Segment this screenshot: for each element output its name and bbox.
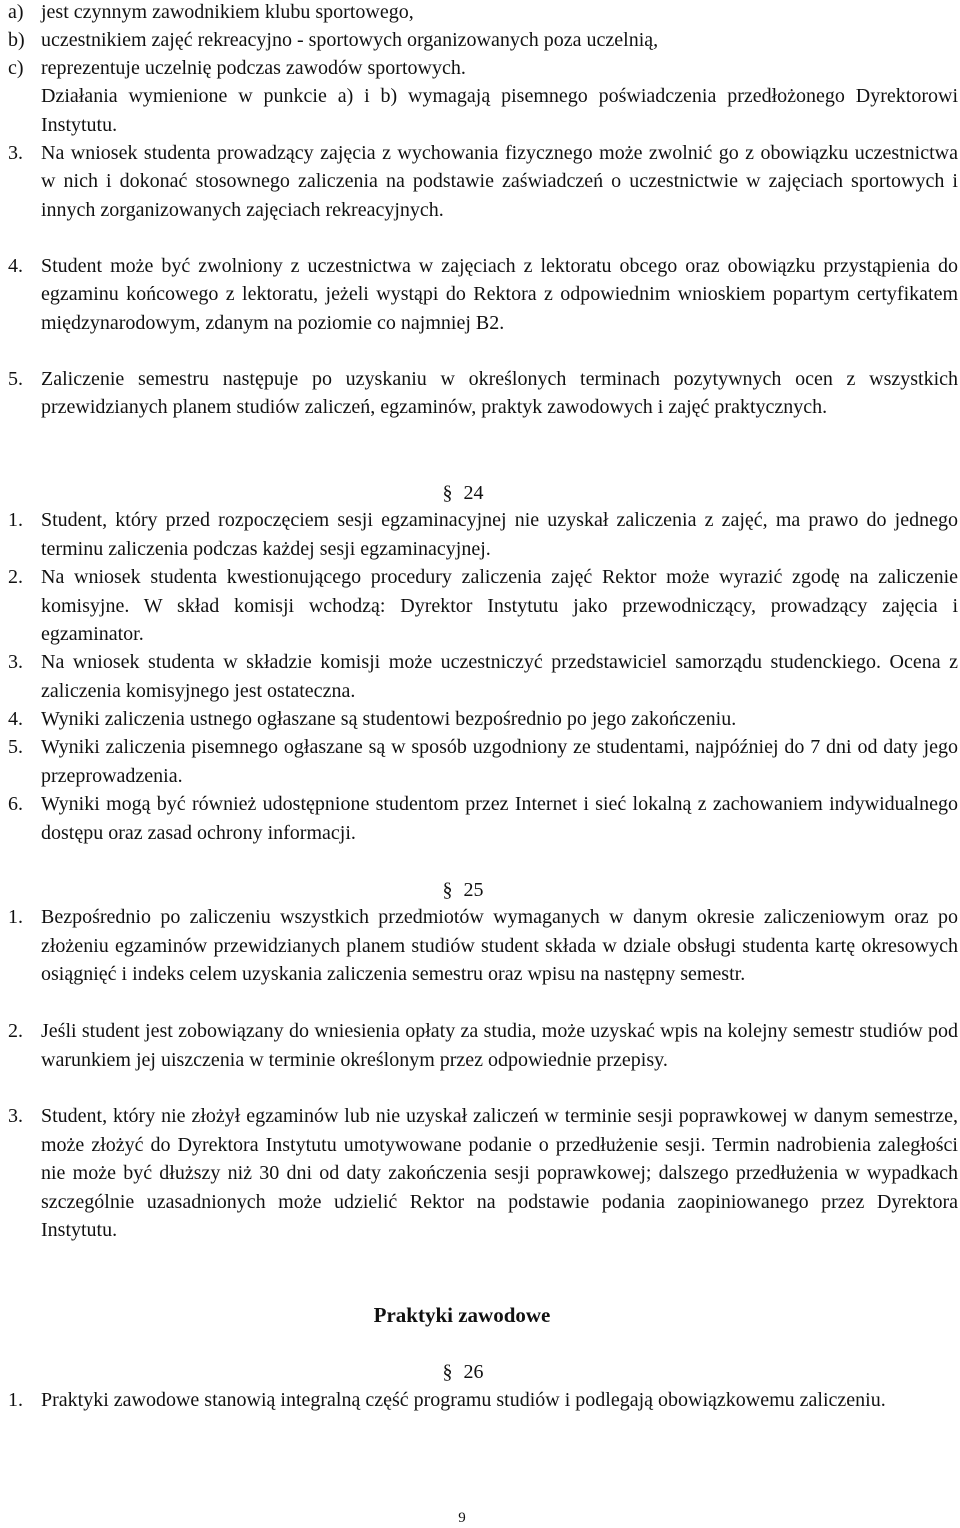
page-number: 9 [458,1510,466,1526]
item-text: Na wniosek studenta kwestionującego procedury zaliczenia zajęć Rektor może wyrazić zgodę na zaliczenie komisyjne. W skład komisji wchodzą: Dyrektor Instytutu jako przewodniczący, prowadzący zajęcia i egzaminator. [41,566,958,646]
item-text: Wyniki mogą być również udostępnione studentom przez Internet i sieć lokalną z zachowaniem indywidualnego dostępu oraz zasad ochrony informacji. [41,793,958,844]
item-text: Jeśli student jest zobowiązany do wniesienia opłaty za studia, może uzyskać wpis na kolejny semestr studiów pod warunkiem jej uiszczenia w terminie określonym przez odpowiednie przepisy. [41,1020,958,1071]
item-text: Student, który nie złożył egzaminów lub nie uzyskał zaliczeń w terminie sesji poprawkowej w danym semestrze, może złożyć do Dyrektora Instytutu umotywowane podanie o przedłużenie sesji. Termin nadrobienia zaległości nie może być dłuższy niż 30 dni od daty zakończenia sesji poprawkowej; dalszego przedłużenia w wypadkach szczególnie uzasadnionych może udzielić Rektor na podstawie podania zaopiniowanego przez Dyrektora Instytutu. [41,1105,958,1242]
section-title: Praktyki zawodowe [373,1303,551,1327]
item-number: 1. [8,509,23,531]
item-number: 1. [8,906,23,928]
item-text: Bezpośrednio po zaliczeniu wszystkich przedmiotów wymaganych w danym okresie zaliczeniowym oraz po złożeniu egzaminów przewidzianych planem studiów student składa w dziale obsługi studenta kartę okresowych osiągnięć i indeks celem uzyskania zaliczenia semestru oraz wpisu na następny semestr. [41,906,958,986]
item-text: Na wniosek studenta prowadzący zajęcia z wychowania fizycznego może zwolnić go z obowiązku uczestnictwa w nich i dokonać stosownego zaliczenia na podstawie zaświadczeń o uczestnictwie w zajęciach sportowych i innych zorganizowanych zajęciach rekreacyjnych. [41,142,958,221]
item-text: Na wniosek studenta w składzie komisji może uczestniczyć przedstawiciel samorządu studenckiego. Ocena z zaliczenia komisyjnego jest ostateczna. [41,651,958,702]
item-number: 2. [8,1020,23,1042]
item-number: 1. [8,1389,23,1411]
list-text: jest czynnym zawodnikiem klubu sportowego, [41,1,414,23]
item-number: 5. [8,736,23,758]
section-number: 26 [463,1361,484,1383]
section-25-heading [0,876,960,904]
item-number: 5. [8,368,23,390]
item-number: 2. [8,566,23,588]
section-sign: § [442,482,453,504]
item-number: 4. [8,708,23,730]
item-text: Wyniki zaliczenia ustnego ogłaszane są studentowi bezpośrednio po jego zakończeniu. [41,708,737,730]
item-text: Student może być zwolniony z uczestnictwa w zajęciach z lektoratu obcego oraz obowiązku przystąpienia do egzaminu końcowego z lektoratu, jeżeli wystąpi do Rektora z odpowiednim wnioskiem popartym certyfikatem międzynarodowym, zdanym na poziomie co najmniej B2. [41,255,958,334]
note-text: Działania wymienione w punkcie a) i b) wymagają pisemnego poświadczenia przedłożonego Dyrektorowi Instytutu. [41,85,958,136]
section-sign: § [442,879,453,901]
item-text: Wyniki zaliczenia pisemnego ogłaszane są w sposób uzgodniony ze studentami, najpóźniej do 7 dni od daty jego przeprowadzenia. [41,736,958,787]
section-number: 25 [463,879,484,901]
section-sign: § [442,1361,453,1383]
list-label: c) [8,57,24,79]
section-number: 24 [463,482,484,504]
item-number: 6. [8,793,23,815]
list-label: b) [8,29,25,51]
list-label: a) [8,1,24,23]
section-24-heading [0,479,960,507]
item-number: 3. [8,651,23,673]
item-number: 4. [8,255,23,277]
item-text: Praktyki zawodowe stanowią integralną część programu studiów i podlegają obowiązkowemu zaliczeniu. [41,1389,886,1411]
list-text: uczestnikiem zajęć rekreacyjno - sportowych organizowanych poza uczelnią, [41,29,659,51]
section-26-heading [0,1358,960,1386]
list-text: reprezentuje uczelnię podczas zawodów sportowych. [41,57,466,79]
item-number: 3. [8,142,23,164]
item-number: 3. [8,1105,23,1127]
item-text: Student, który przed rozpoczęciem sesji egzaminacyjnej nie uzyskał zaliczenia z zajęć, ma prawo do jednego terminu zaliczenia podczas każdej sesji egzaminacyjnej. [41,509,958,560]
item-text: Zaliczenie semestru następuje po uzyskaniu w określonych terminach pozytywnych ocen z wszystkich przewidzianych planem studiów zaliczeń, egzaminów, praktyk zawodowych i zajęć praktycznych. [41,368,958,419]
